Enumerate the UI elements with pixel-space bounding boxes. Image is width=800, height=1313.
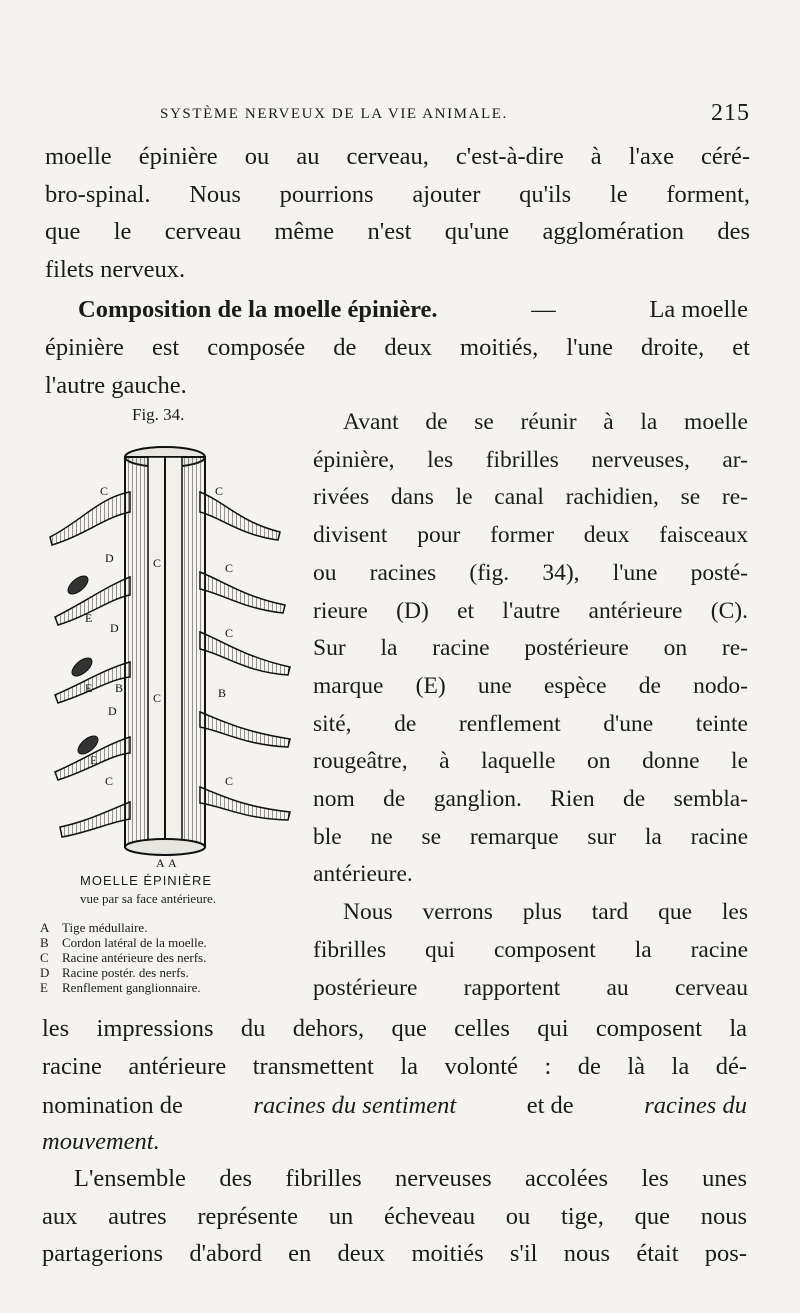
- right-line: fibrilles qui composent la racine: [313, 936, 748, 963]
- mark-e: E: [90, 753, 98, 767]
- nomination-mid: et de: [526, 1092, 574, 1119]
- legend-row: [40, 965, 305, 980]
- section-paragraph: [45, 329, 750, 404]
- legend-key: A: [40, 920, 50, 935]
- intro-paragraph: [45, 138, 750, 289]
- figure-caption-title: MOELLE ÉPINIÈRE: [80, 873, 213, 888]
- legend-text: Racine postér. des nerfs.: [62, 965, 189, 980]
- legend-text: Racine antérieure des nerfs.: [62, 950, 207, 965]
- right-line: sité, de renflement d'une teinte: [313, 710, 748, 737]
- mark-c: C: [153, 691, 162, 705]
- right-line: rieure (D) et l'autre antérieure (C).: [313, 597, 748, 624]
- nomination-pre: nomination de: [42, 1092, 183, 1119]
- intro-line: moelle épinière ou au cerveau, c'est-à-dire à l'axe céré-: [45, 143, 750, 170]
- legend-text: Renflement ganglionnaire.: [62, 980, 201, 995]
- nomination-line: [42, 1092, 747, 1120]
- right-line: postérieure rapportent au cerveau: [313, 974, 748, 1001]
- right-roots: [200, 492, 290, 820]
- section-line: l'autre gauche.: [45, 371, 187, 399]
- right-line: nom de ganglion. Rien de sembla-: [313, 786, 748, 813]
- right-column-paragraph: [313, 404, 748, 1007]
- mark-c: C: [105, 774, 114, 788]
- section-heading-line: [78, 296, 748, 324]
- right-line: marque (E) une espèce de nodo-: [313, 672, 748, 699]
- final-line: aux autres représente un écheveau ou tige, que nous: [42, 1202, 747, 1230]
- right-line: ou racines (fig. 34), l'une posté-: [313, 559, 748, 586]
- nomination-italic-1: racines du sentiment: [253, 1092, 457, 1119]
- mark-c: C: [215, 484, 224, 498]
- legend-text: Cordon latéral de la moelle.: [62, 935, 207, 950]
- right-line: divisent pour former deux faisceaux: [313, 522, 748, 549]
- spinal-cord-illustration: [40, 427, 305, 897]
- final-paragraph: [42, 1160, 747, 1273]
- right-line: antérieure.: [313, 861, 413, 888]
- final-line: partagerions d'abord en deux moitiés s'il nous était pos-: [42, 1240, 747, 1268]
- section-first-line-rest: La moelle: [649, 296, 748, 323]
- intro-line: bro-spinal. Nous pourrions ajouter qu'ils le forment,: [45, 180, 750, 208]
- continuation-paragraph: [42, 1010, 747, 1085]
- section-line: épinière est composée de deux moitiés, l'une droite, et: [45, 334, 750, 361]
- page-number: 215: [711, 100, 750, 126]
- full-line: racine antérieure transmettent la volonté : de là la dé-: [42, 1052, 747, 1080]
- legend-key: E: [40, 980, 48, 995]
- mark-e: E: [85, 611, 93, 625]
- mark-c: C: [153, 556, 162, 570]
- section-heading: Composition de la moelle épinière.: [78, 296, 438, 323]
- final-line: L'ensemble des fibrilles nerveuses accolées les unes: [74, 1165, 747, 1192]
- mark-d: D: [110, 621, 119, 635]
- figure-caption-sub: vue par sa face antérieure.: [80, 891, 217, 906]
- right-line: Sur la racine postérieure on re-: [313, 635, 748, 662]
- mark-c: C: [100, 484, 109, 498]
- right-line: Avant de se réunir à la moelle: [343, 409, 748, 435]
- page-header: [40, 100, 750, 132]
- legend-key: C: [40, 950, 49, 965]
- mark-a: A: [168, 856, 177, 870]
- legend-row: [40, 980, 305, 995]
- mark-e: E: [85, 681, 93, 695]
- nomination-italic-2: racines du: [644, 1092, 747, 1119]
- mark-a: A: [156, 856, 165, 870]
- legend-key: B: [40, 935, 49, 950]
- figure-label: Fig. 34.: [132, 405, 185, 424]
- mark-b: B: [218, 686, 227, 700]
- mark-c: C: [225, 561, 234, 575]
- em-dash: —: [531, 296, 556, 323]
- legend-row: [40, 935, 305, 950]
- legend-key: D: [40, 965, 50, 980]
- intro-line: que le cerveau même n'est qu'une agglomération des: [45, 218, 750, 246]
- legend-text: Tige médullaire.: [62, 920, 148, 935]
- right-line: rougeâtre, à laquelle on donne le: [313, 748, 748, 775]
- legend-row: [40, 950, 305, 965]
- running-title: SYSTÈME NERVEUX DE LA VIE ANIMALE.: [160, 106, 508, 122]
- right-line: rivées dans le canal rachidien, se re-: [313, 484, 748, 511]
- figure-legend: [40, 920, 305, 995]
- mark-d: D: [105, 551, 114, 565]
- mark-c: C: [225, 626, 234, 640]
- mark-c: C: [225, 774, 234, 788]
- intro-line: filets nerveux.: [45, 256, 186, 284]
- mark-d: D: [108, 704, 117, 718]
- right-line: Nous verrons plus tard que les: [343, 899, 748, 926]
- figure-34: [40, 405, 305, 1015]
- legend-row: [40, 920, 305, 935]
- full-line: les impressions du dehors, que celles qui composent la: [42, 1015, 747, 1042]
- mark-b: B: [115, 681, 124, 695]
- right-line: ble ne se remarque sur la racine: [313, 823, 748, 850]
- right-line: épinière, les fibrilles nerveuses, ar-: [313, 446, 748, 473]
- nomination-italic-3: mouvement.: [42, 1128, 160, 1155]
